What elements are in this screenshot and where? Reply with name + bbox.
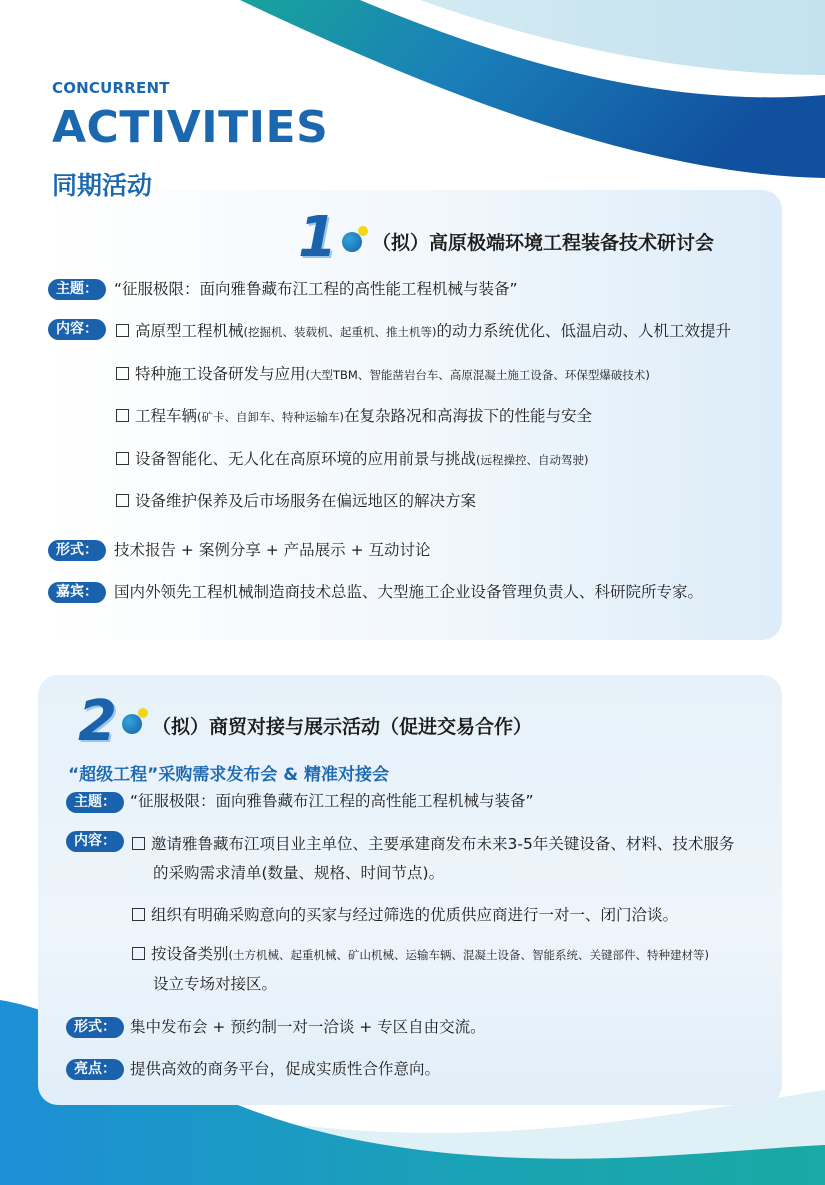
checkbox-icon [116, 367, 129, 380]
activity-subtitle-2: “超级工程”采购需求发布会 & 精准对接会 [68, 765, 390, 785]
checkbox-icon [116, 324, 129, 337]
content-item: 工程车辆(矿卡、自卸车、特种运输车)在复杂路况和高海拔下的性能与安全 [116, 405, 592, 428]
accent-dot-icon [138, 708, 148, 718]
content-item: 组织有明确采购意向的买家与经过筛选的优质供应商进行一对一、闭门洽谈。 [132, 904, 678, 926]
checkbox-icon [116, 452, 129, 465]
label-theme: 主题： [66, 792, 124, 813]
content-item: 设备智能化、无人化在高原环境的应用前景与挑战(远程操控、自动驾驶) [116, 448, 589, 471]
content-item: 邀请雅鲁藏布江项目业主单位、主要承建商发布未来3-5年关键设备、材料、技术服务 [132, 833, 734, 855]
activity-card-2 [38, 675, 782, 1105]
activity-title-1: （拟）高原极端环境工程装备技术研讨会 [372, 232, 715, 254]
activity-title-2: （拟）商贸对接与展示活动（促进交易合作） [152, 716, 533, 738]
header-subtitle: CONCURRENT [52, 79, 170, 97]
activity-number-2: 2 [78, 689, 117, 754]
content-item-continued: 设立专场对接区。 [153, 975, 278, 993]
content-item: 设备维护保养及后市场服务在偏远地区的解决方案 [116, 490, 476, 512]
label-guest: 嘉宾： [48, 582, 106, 603]
checkbox-icon [116, 409, 129, 422]
theme-text: “征服极限：面向雅鲁藏布江工程的高性能工程机械与装备” [130, 792, 534, 810]
highlight-text: 提供高效的商务平台，促成实质性合作意向。 [130, 1060, 441, 1078]
label-content: 内容： [66, 831, 124, 852]
label-theme: 主题： [48, 279, 106, 300]
content-item: 高原型工程机械(挖掘机、装载机、起重机、推土机等)的动力系统优化、低温启动、人机工效提升 [116, 320, 731, 343]
guest-text: 国内外领先工程机械制造商技术总监、大型施工企业设备管理负责人、科研院所专家。 [114, 583, 704, 601]
content-item: 特种施工设备研发与应用(大型TBM、智能凿岩台车、高原混凝土施工设备、环保型爆破技术) [116, 363, 650, 386]
accent-dot-icon [358, 226, 368, 236]
label-form: 形式： [66, 1017, 124, 1038]
content-item: 按设备类别(土方机械、起重机械、矿山机械、运输车辆、混凝土设备、智能系统、关键部件、特种建材等) [132, 943, 709, 966]
label-form: 形式： [48, 540, 106, 561]
label-highlight: 亮点： [66, 1059, 124, 1080]
header-title: ACTIVITIES [52, 102, 329, 153]
checkbox-icon [132, 947, 145, 960]
header-title-cn: 同期活动 [52, 171, 153, 200]
checkbox-icon [132, 908, 145, 921]
theme-text: “征服极限：面向雅鲁藏布江工程的高性能工程机械与装备” [114, 280, 518, 298]
checkbox-icon [116, 494, 129, 507]
form-text: 集中发布会 + 预约制一对一洽谈 + 专区自由交流。 [130, 1018, 486, 1036]
activity-number-1: 1 [298, 205, 337, 270]
checkbox-icon [132, 837, 145, 850]
label-content: 内容： [48, 319, 106, 340]
form-text: 技术报告 + 案例分享 + 产品展示 + 互动讨论 [114, 541, 431, 559]
content-item-continued: 的采购需求清单(数量、规格、时间节点)。 [153, 864, 445, 882]
